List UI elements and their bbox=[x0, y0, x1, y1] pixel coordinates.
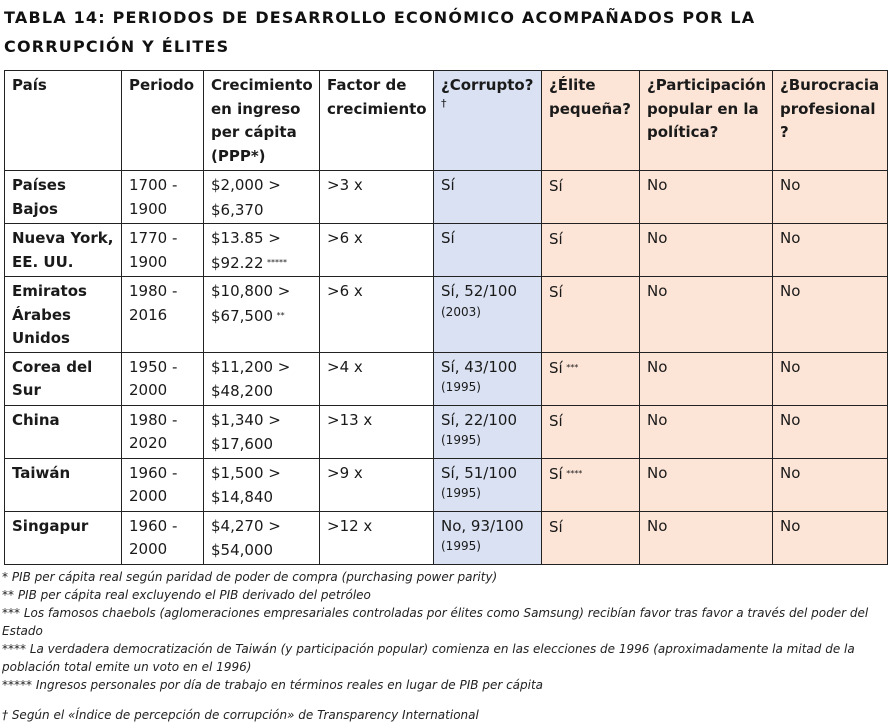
header-row bbox=[5, 71, 888, 171]
cell-country: Emiratos Árabes Unidos bbox=[5, 277, 122, 353]
cell-bureaucracy: No bbox=[773, 511, 888, 564]
growth-value: $1,500 > $14,840 bbox=[211, 463, 281, 506]
cell-corrupt bbox=[434, 224, 542, 277]
cell-growth bbox=[204, 511, 320, 564]
footnote: *** Los famosos chaebols (aglomeraciones empresariales controladas por élites como Samsung) recibían favor tras favor a través del poder del Estado bbox=[2, 606, 869, 638]
corrupt-year: (1995) bbox=[441, 380, 481, 394]
corrupt-value: Sí, 22/100 bbox=[441, 410, 517, 429]
corrupt-year: (1995) bbox=[441, 433, 481, 447]
header-growth: Crecimiento en ingreso per cápita (PPP*) bbox=[204, 71, 320, 171]
cell-elite bbox=[542, 171, 640, 224]
cell-country: Corea del Sur bbox=[5, 352, 122, 405]
table-body bbox=[5, 171, 888, 565]
cell-country: Nueva York, EE. UU. bbox=[5, 224, 122, 277]
table-title: TABLA 14: PERIODOS DE DESARROLLO ECONÓMICO ACOMPAÑADOS POR LA CORRUPCIÓN Y ÉLITES bbox=[4, 8, 756, 56]
cell-participation: No bbox=[640, 511, 773, 564]
cell-period: 1950 - 2000 bbox=[122, 352, 204, 405]
cell-country: Países Bajos bbox=[5, 171, 122, 224]
cell-corrupt bbox=[434, 458, 542, 511]
corrupt-value: Sí bbox=[441, 229, 455, 247]
cell-participation: No bbox=[640, 352, 773, 405]
corrupt-year: (1995) bbox=[441, 486, 481, 500]
header-corrupt bbox=[434, 71, 542, 171]
cell-country: China bbox=[5, 405, 122, 458]
cell-country: Taiwán bbox=[5, 458, 122, 511]
elite-value: Sí bbox=[549, 464, 563, 483]
cell-corrupt bbox=[434, 277, 542, 353]
cell-growth bbox=[204, 171, 320, 224]
cell-factor: >3 x bbox=[320, 171, 434, 224]
cell-growth bbox=[204, 458, 320, 511]
cell-factor: >6 x bbox=[320, 277, 434, 353]
cell-factor: >12 x bbox=[320, 511, 434, 564]
cell-bureaucracy: No bbox=[773, 458, 888, 511]
cell-growth bbox=[204, 277, 320, 353]
elite-value: Sí bbox=[549, 230, 563, 248]
footnote: ***** Ingresos personales por día de trabajo en términos reales en lugar de PIB per cápita bbox=[2, 678, 544, 692]
cell-bureaucracy: No bbox=[773, 352, 888, 405]
cell-bureaucracy: No bbox=[773, 405, 888, 458]
cell-period: 1770 - 1900 bbox=[122, 224, 204, 277]
header-bureaucracy: ¿Burocracia profesional ? bbox=[773, 71, 888, 171]
cell-participation: No bbox=[640, 405, 773, 458]
cell-elite bbox=[542, 352, 640, 405]
cell-period: 1960 - 2000 bbox=[122, 511, 204, 564]
table-row bbox=[5, 224, 888, 277]
corrupt-value: Sí, 51/100 bbox=[441, 463, 517, 482]
cell-participation: No bbox=[640, 458, 773, 511]
cell-bureaucracy: No bbox=[773, 224, 888, 277]
cell-factor: >9 x bbox=[320, 458, 434, 511]
elite-footnote-mark: **** bbox=[563, 468, 583, 478]
elite-value: Sí bbox=[549, 177, 563, 195]
footnotes bbox=[2, 568, 882, 724]
cell-growth bbox=[204, 352, 320, 405]
cell-elite bbox=[542, 224, 640, 277]
growth-value: $2,000 > $6,370 bbox=[211, 176, 281, 219]
cell-growth bbox=[204, 405, 320, 458]
header-period: Periodo bbox=[122, 71, 204, 171]
header-participation: ¿Participación popular en la política? bbox=[640, 71, 773, 171]
growth-value: $11,200 > $48,200 bbox=[211, 357, 291, 400]
elite-value: Sí bbox=[549, 517, 563, 536]
corrupt-value: No, 93/100 bbox=[441, 516, 524, 535]
corrupt-value: Sí, 43/100 bbox=[441, 357, 517, 376]
corrupt-value: Sí bbox=[441, 176, 455, 194]
source-note: † Según el «Índice de percepción de corrupción» de Transparency International bbox=[2, 708, 479, 722]
cell-bureaucracy: No bbox=[773, 171, 888, 224]
growth-footnote-mark: ** bbox=[274, 310, 285, 320]
table-row bbox=[5, 352, 888, 405]
cell-bureaucracy: No bbox=[773, 277, 888, 353]
footnote: ** PIB per cápita real excluyendo el PIB derivado del petróleo bbox=[2, 588, 371, 602]
corrupt-year: (1995) bbox=[441, 539, 481, 553]
header-corrupt-label: ¿Corrupto? bbox=[441, 76, 534, 94]
development-table bbox=[4, 70, 888, 565]
growth-value: $4,270 > $54,000 bbox=[211, 516, 281, 559]
corrupt-value: Sí, 52/100 bbox=[441, 282, 517, 300]
cell-elite bbox=[542, 458, 640, 511]
header-corrupt-mark: † bbox=[441, 96, 447, 110]
cell-growth bbox=[204, 224, 320, 277]
elite-footnote-mark: *** bbox=[563, 362, 579, 372]
table-row bbox=[5, 405, 888, 458]
cell-period: 1960 - 2000 bbox=[122, 458, 204, 511]
cell-participation: No bbox=[640, 277, 773, 353]
cell-factor: >13 x bbox=[320, 405, 434, 458]
cell-corrupt bbox=[434, 405, 542, 458]
cell-period: 1700 - 1900 bbox=[122, 171, 204, 224]
footnote: * PIB per cápita real según paridad de poder de compra (purchasing power parity) bbox=[2, 570, 498, 584]
cell-corrupt bbox=[434, 511, 542, 564]
footnote: **** La verdadera democratización de Taiwán (y participación popular) comienza en las elecciones de 1996 (aproximadamente la mitad de la población total emite un voto en el 1996) bbox=[2, 642, 855, 674]
elite-value: Sí bbox=[549, 283, 563, 301]
table-row bbox=[5, 458, 888, 511]
corrupt-year: (2003) bbox=[441, 304, 481, 319]
header-country: País bbox=[5, 71, 122, 171]
cell-elite bbox=[542, 511, 640, 564]
growth-footnote-mark: ***** bbox=[264, 257, 288, 267]
cell-corrupt bbox=[434, 352, 542, 405]
elite-value: Sí bbox=[549, 358, 563, 377]
table-row bbox=[5, 171, 888, 224]
growth-value: $10,800 > $67,500 bbox=[211, 282, 291, 325]
table-row bbox=[5, 277, 888, 353]
cell-participation: No bbox=[640, 171, 773, 224]
cell-factor: >6 x bbox=[320, 224, 434, 277]
cell-period: 1980 - 2016 bbox=[122, 277, 204, 353]
growth-value: $1,340 > $17,600 bbox=[211, 410, 281, 453]
growth-value: $13.85 > $92.22 bbox=[211, 229, 281, 272]
cell-period: 1980 - 2020 bbox=[122, 405, 204, 458]
cell-participation: No bbox=[640, 224, 773, 277]
cell-corrupt bbox=[434, 171, 542, 224]
cell-country: Singapur bbox=[5, 511, 122, 564]
cell-elite bbox=[542, 405, 640, 458]
header-elite: ¿Élite pequeña? bbox=[542, 71, 640, 171]
table-row bbox=[5, 511, 888, 564]
header-factor: Factor de crecimiento bbox=[320, 71, 434, 171]
cell-elite bbox=[542, 277, 640, 353]
cell-factor: >4 x bbox=[320, 352, 434, 405]
elite-value: Sí bbox=[549, 411, 563, 430]
